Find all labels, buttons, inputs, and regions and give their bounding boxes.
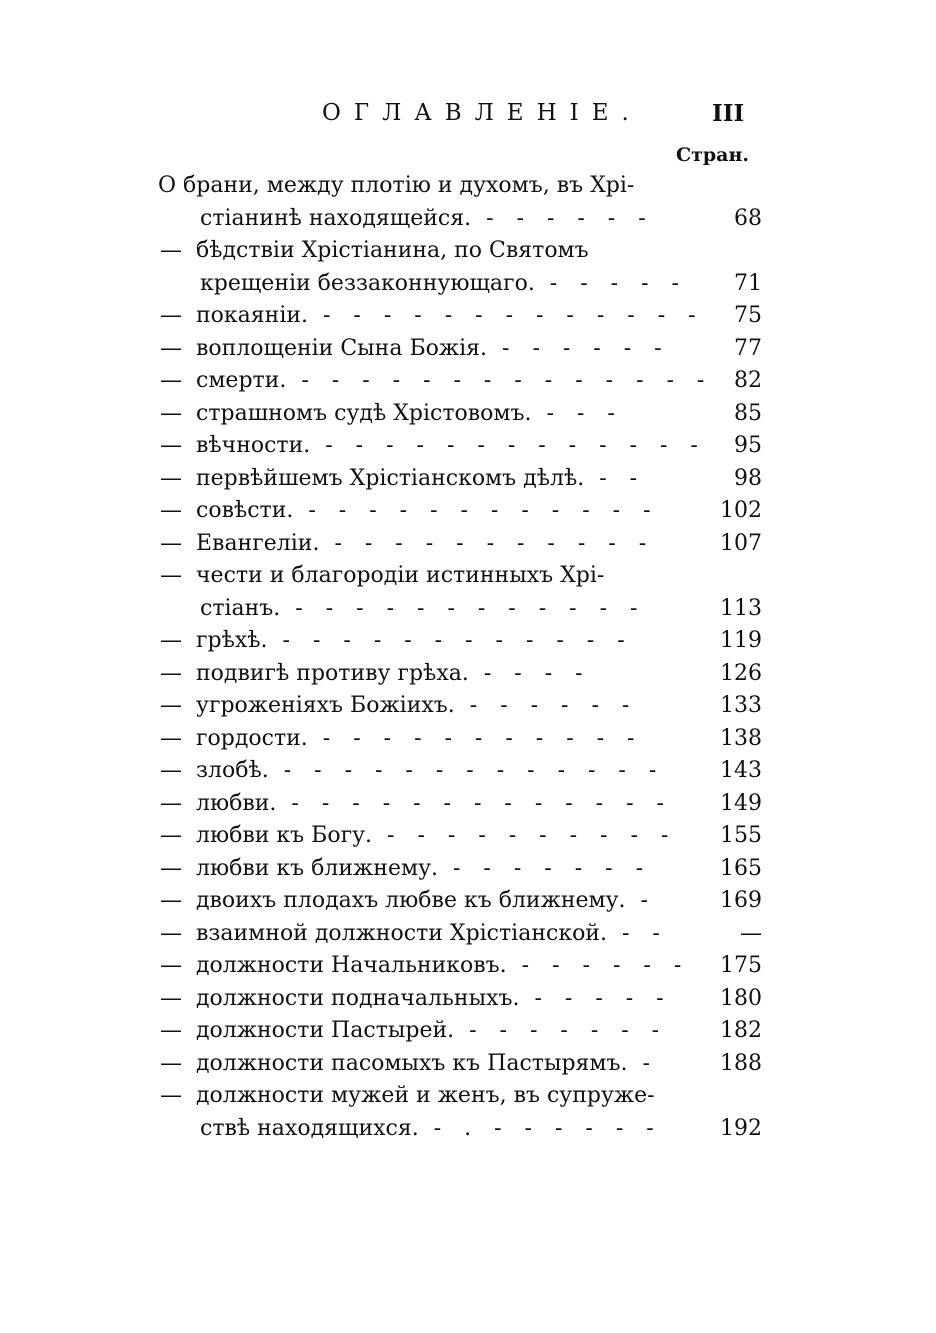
toc-leader-dots: - - - - - - - - - - - - - (276, 790, 672, 816)
toc-leader-dots: - - (606, 920, 668, 946)
toc-leader-dots: - - (584, 465, 646, 491)
toc-entry-title: грѣхѣ. (196, 628, 268, 653)
toc-entry-title: первѣйшемъ Хрістіанскомъ дѣлѣ. (196, 465, 585, 491)
toc-entry-dash: — (160, 823, 182, 848)
toc-entry (160, 235, 762, 267)
page-column-label: Стран. (676, 144, 750, 166)
toc-entry-title: чести и благородіи истинныхъ Хрі- (196, 563, 605, 588)
toc-page-number: 102 (720, 498, 762, 523)
toc-page-number: 149 (720, 790, 762, 816)
toc-entry-title: воплощеніи Сына Божія. (196, 335, 488, 361)
toc-entry-dash: — (160, 303, 182, 328)
toc-page-number: 143 (720, 758, 762, 783)
toc-entry (160, 723, 762, 755)
toc-page-number: 119 (720, 628, 762, 653)
toc-entry-dash: — (160, 1050, 182, 1076)
toc-entry-dash: — (160, 888, 182, 913)
toc-entry-dash: — (160, 628, 182, 653)
toc-leader-dots: - - - - - - - (454, 1018, 668, 1043)
toc-page-number: 165 (720, 855, 762, 881)
toc-entry (160, 398, 762, 430)
toc-page-number: 107 (720, 530, 762, 556)
toc-entry-title: любви къ Богу. (196, 823, 373, 848)
toc-entry (160, 658, 762, 690)
toc-leader-dots: - . - - - - - - (418, 1115, 662, 1141)
toc-entry-title: подвигѣ противу грѣха. (196, 660, 469, 686)
toc-entry-title: страшномъ судѣ Хрістовомъ. (196, 400, 532, 426)
toc-entry-dash: — (160, 920, 182, 946)
toc-entry-dash: — (160, 693, 182, 718)
toc-entry (160, 463, 762, 495)
toc-page-number: 75 (734, 303, 762, 328)
toc-entry (160, 560, 762, 592)
toc-entry (158, 170, 762, 202)
toc-entry-dash: — (160, 1083, 182, 1108)
toc-leader-dots: - (627, 1050, 658, 1076)
toc-entry-dash: — (160, 725, 182, 751)
toc-entry (160, 820, 762, 852)
toc-entry-dash: — (160, 238, 182, 263)
toc-entry (160, 495, 762, 527)
toc-page-number: 138 (720, 725, 762, 751)
toc-entry-continuation (200, 593, 762, 625)
toc-entry (160, 690, 762, 722)
toc-entry (160, 950, 762, 982)
toc-entry-title: любви къ ближнему. (196, 855, 439, 881)
toc-entry-dash: — (160, 660, 182, 686)
toc-page-number: 68 (734, 205, 762, 231)
toc-entry (160, 365, 762, 397)
toc-leader-dots: - - - - - - - - - - - - (280, 595, 646, 621)
toc-entry (160, 1080, 762, 1112)
toc-entry-title: двоихъ плодахъ любве къ ближнему. (196, 888, 626, 913)
toc-leader-dots: - - - - - - - (438, 855, 652, 881)
toc-page-number: 155 (720, 823, 762, 848)
toc-leader-dots: - - - - - - - - - - - - - (308, 303, 704, 328)
toc-entry-dash: — (160, 335, 182, 361)
toc-leader-dots: - - - - - (519, 985, 672, 1011)
toc-page-number: 71 (734, 270, 762, 296)
toc-entry-title: любви. (196, 790, 277, 816)
toc-entry-title: вѣчности. (196, 433, 311, 458)
toc-leader-dots: - - - - - - - - - - - (307, 725, 643, 751)
toc-entry-continuation (200, 1113, 762, 1145)
toc-entry-dash: — (160, 368, 182, 393)
toc-leader-dots: - - - - - - (506, 953, 690, 978)
toc-leader-dots: - - - - - - (454, 693, 638, 718)
toc-page-number: 169 (720, 888, 762, 913)
toc-entry-dash: — (160, 855, 182, 881)
page-number: III (712, 100, 745, 127)
toc-entry-title: взаимной должности Хрістіанской. (196, 920, 607, 946)
toc-page-number: 77 (734, 335, 762, 361)
toc-leader-dots: - - - - - (534, 270, 687, 296)
toc-entry-dash: — (160, 953, 182, 978)
toc-entry-title: угроженіяхъ Божіихъ. (196, 693, 455, 718)
toc-entry-continuation (200, 203, 762, 235)
toc-leader-dots: - - - - - - - - - - - - - - (286, 368, 713, 393)
toc-entry-title-cont: ствѣ находящихся. (200, 1115, 419, 1141)
toc-leader-dots: - - - - - - - - - - - - (293, 498, 659, 523)
toc-entry-dash: — (160, 498, 182, 523)
toc-entry-title-cont: крещеніи беззаконнующаго. (200, 270, 535, 296)
toc-page-number: 98 (734, 465, 762, 491)
toc-leader-dots: - - - - - - - - - - - - (267, 628, 633, 653)
toc-entry-dash: — (160, 758, 182, 783)
toc-entry (160, 755, 762, 787)
toc-leader-dots: - - - - - - (471, 205, 654, 231)
toc-entry (160, 625, 762, 657)
toc-page-number: 82 (734, 368, 762, 393)
toc-leader-dots: - - - - - - - - - - - - - (310, 433, 706, 458)
toc-entry (160, 528, 762, 560)
toc-leader-dots: - - - - - - - - - - (372, 823, 677, 848)
toc-page-number: 95 (734, 433, 762, 458)
toc-entry-title: должности пасомыхъ къ Пастырямъ. (196, 1050, 628, 1076)
toc-entry (160, 885, 762, 917)
toc-page-number: 85 (734, 400, 762, 426)
page-title: ОГЛАВЛЕНIЕ. (322, 100, 642, 126)
toc-page-number: 126 (720, 660, 762, 686)
toc-entry-title: смерти. (196, 368, 287, 393)
toc-entry (160, 300, 762, 332)
toc-entry-title: должности подначальныхъ. (196, 985, 520, 1011)
toc-page-number: 113 (720, 595, 762, 621)
toc-entry (160, 1048, 762, 1080)
toc-entry (160, 788, 762, 820)
toc-page-number: 188 (720, 1050, 762, 1076)
toc-page-number: 175 (720, 953, 762, 978)
toc-page-number: 182 (720, 1018, 762, 1043)
toc-page-number: 192 (720, 1115, 762, 1141)
toc-entry-title: должности Начальниковъ. (196, 953, 507, 978)
toc-entry-title: гордости. (196, 725, 308, 751)
toc-leader-dots: - - - - (468, 660, 591, 686)
toc-entry-dash: — (160, 465, 182, 491)
toc-leader-dots: - (625, 888, 656, 913)
toc-page-number: — (740, 920, 762, 946)
toc-entry-title: бѣдствіи Хрістіанина, по Святомъ (196, 238, 589, 263)
toc-entry (160, 853, 762, 885)
toc-entry (160, 983, 762, 1015)
toc-page-number: 180 (720, 985, 762, 1011)
toc-entry-dash: — (160, 433, 182, 458)
toc-entry-dash: — (160, 400, 182, 426)
toc-entry-title-cont: стіанинѣ находящейся. (200, 205, 472, 231)
toc-entry-dash: — (160, 985, 182, 1011)
toc-entry-title: злобѣ. (196, 758, 269, 783)
toc-entry (160, 918, 762, 950)
toc-entry-title-cont: стіанъ. (200, 595, 281, 621)
toc-entry-title: покаяніи. (196, 303, 309, 328)
toc-entry-title: должности Пастырей. (196, 1018, 455, 1043)
toc-entry-dash: — (160, 790, 182, 816)
toc-entry-continuation (200, 268, 762, 300)
toc-entry-dash: — (160, 530, 182, 556)
toc-leader-dots: - - - - - - (487, 335, 670, 361)
toc-entry-title: совѣсти. (196, 498, 294, 523)
toc-entry (160, 1015, 762, 1047)
toc-leader-dots: - - - - - - - - - - - (319, 530, 655, 556)
toc-leader-dots: - - - - - - - - - - - - - (268, 758, 665, 783)
toc-page-number: 133 (720, 693, 762, 718)
toc-leader-dots: - - - (531, 400, 623, 426)
toc-entry (160, 430, 762, 462)
toc-entry-title: должности мужей и женъ, въ супруже- (196, 1083, 655, 1108)
toc-entry-title: О брани, между плотію и духомъ, въ Хрі- (158, 173, 635, 198)
toc-entry (160, 333, 762, 365)
toc-entry-dash: — (160, 1018, 182, 1043)
toc-entry-dash: — (160, 563, 182, 588)
toc-entry-title: Евангеліи. (196, 530, 320, 556)
